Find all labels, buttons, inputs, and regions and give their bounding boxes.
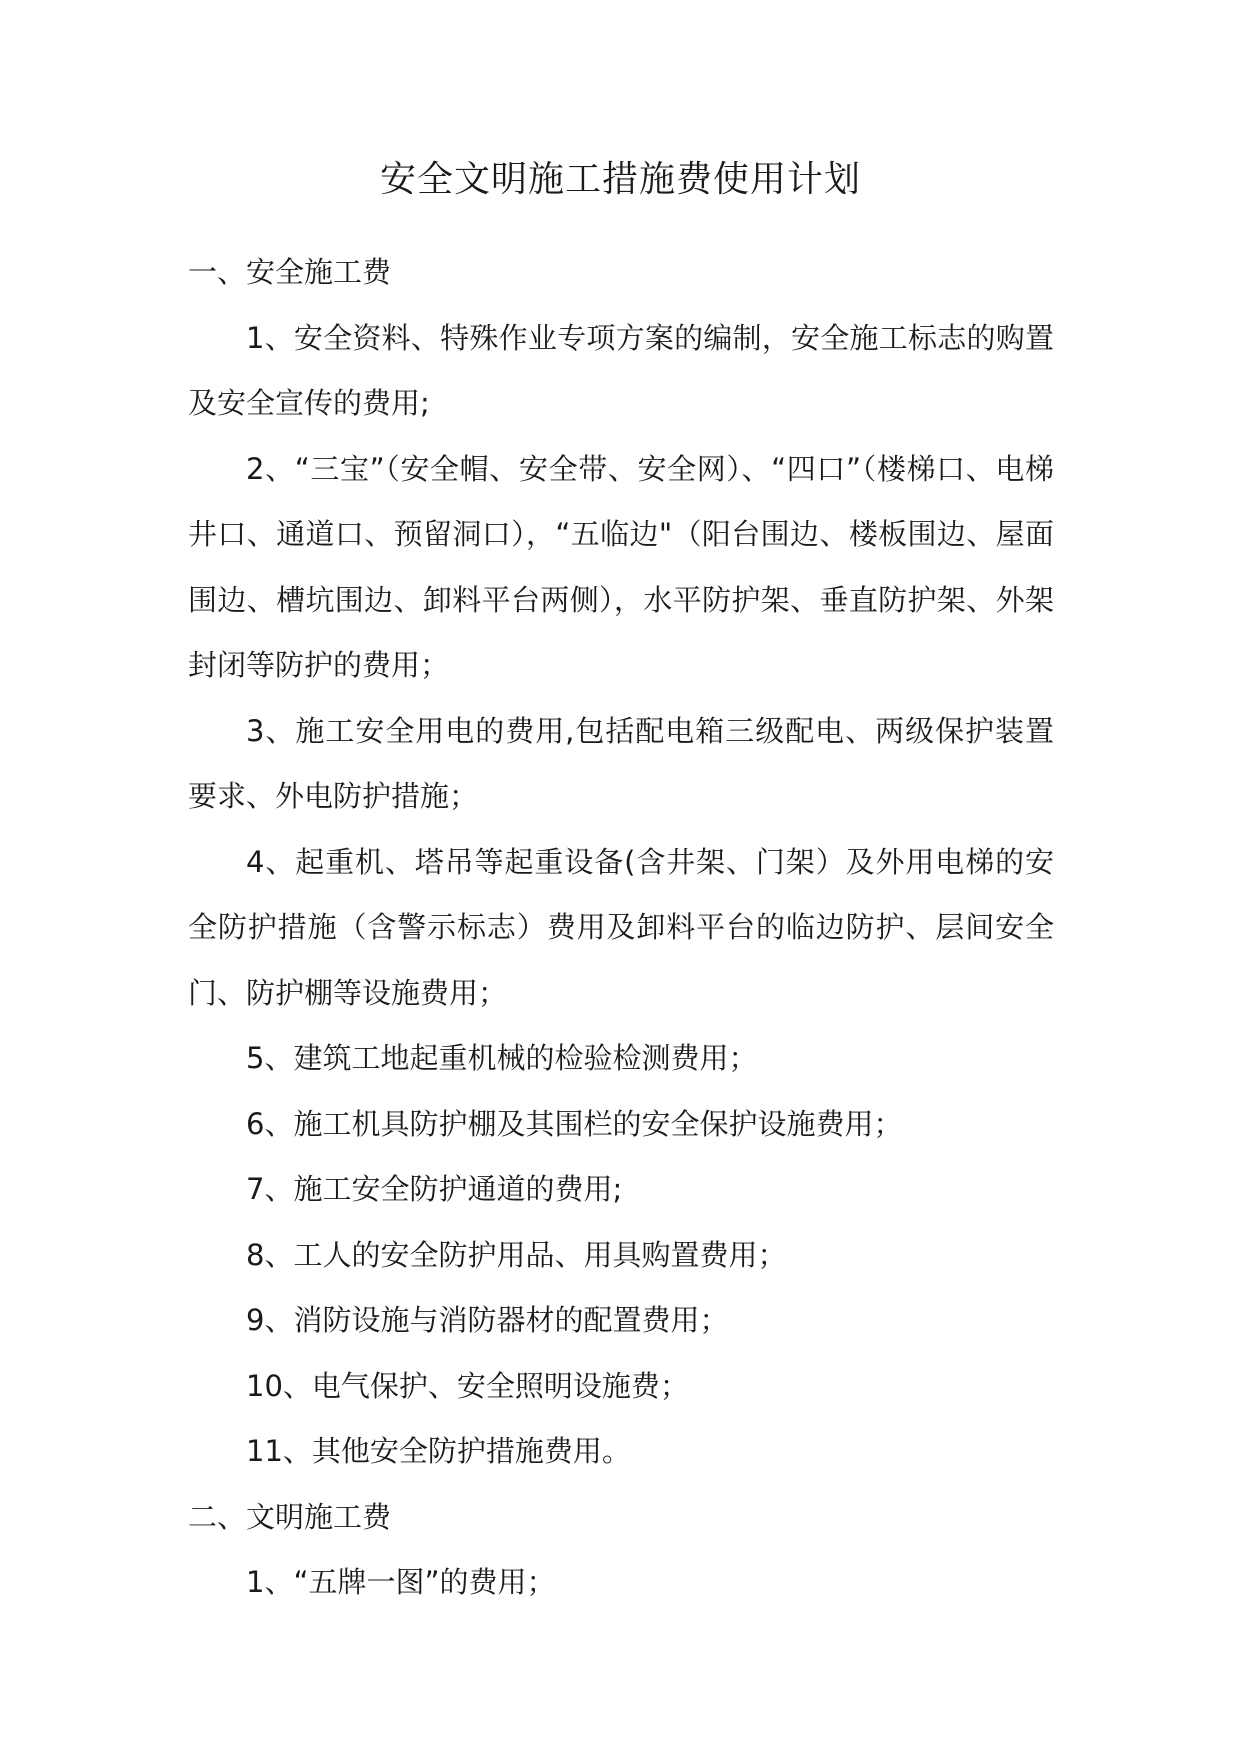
document-body <box>188 240 1054 1616</box>
list-item: 1、“五牌一图”的费用； <box>246 1565 556 1599</box>
list-item: 5、建筑工地起重机械的检验检测费用； <box>246 1041 758 1075</box>
document-title: 安全文明施工措施费使用计划 <box>379 159 861 200</box>
section-heading-civilized: 二、文明施工费 <box>188 1499 392 1534</box>
list-item: 11、其他安全防护措施费用。 <box>246 1434 631 1468</box>
list-item: 4、起重机、塔吊等起重设备(含井架、门架）及外用电梯的安全防护措施（含警示标志）费用及卸料平台的临边防护、层间安全门、防护棚等设施费用； <box>188 844 1054 1010</box>
list-item: 9、消防设施与消防器材的配置费用； <box>246 1303 729 1337</box>
list-item: 2、“三宝”（安全帽、安全带、安全网）、“四口”（楼梯口、电梯井口、通道口、预留洞口），“五临边"（阳台围边、楼板围边、屋面围边、槽坑围边、卸料平台两侧），水平防护架、垂直防护架、外架封闭等防护的费用； <box>188 451 1054 682</box>
section-heading-safety: 一、安全施工费 <box>188 255 392 289</box>
list-item: 8、工人的安全防护用品、用具购置费用； <box>246 1237 787 1272</box>
list-item: 7、施工安全防护通道的费用; <box>246 1172 623 1206</box>
list-item: 10、电气保护、安全照明设施费； <box>246 1368 689 1403</box>
list-item: 1、安全资料、特殊作业专项方案的编制，安全施工标志的购置及安全宣传的费用; <box>188 320 1054 420</box>
list-item: 6、施工机具防护棚及其围栏的安全保护设施费用； <box>246 1106 903 1141</box>
list-item: 3、施工安全用电的费用,包括配电箱三级配电、两级保护装置要求、外电防护措施； <box>188 713 1054 813</box>
